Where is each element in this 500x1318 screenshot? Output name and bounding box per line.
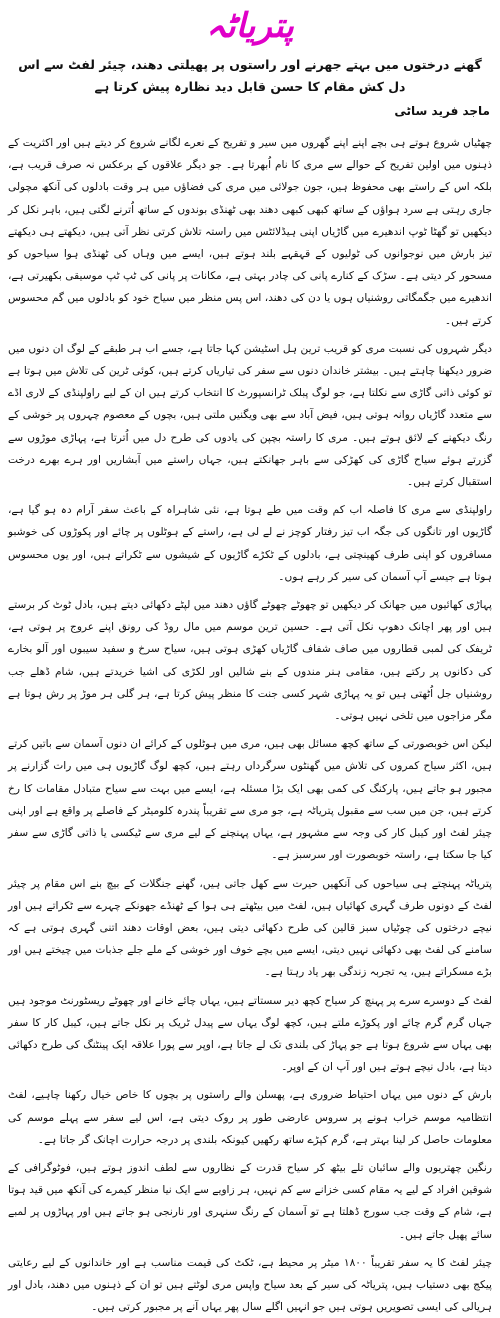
paragraph: لیکن اس خوبصورتی کے ساتھ کچھ مسائل بھی ہیں، مری میں ہوٹلوں کے کرائے ان دنوں آسمان سے باتیں کرتے ہیں، اکثر سیاح کمروں کی تلاش میں گھنٹوں سرگرداں رہتے ہیں، کچھ لوگ گاڑیوں ہی میں رات گزارنے پر مجبور ہو جاتے ہیں، پارکنگ کی کمی بھی ایک بڑا مسئلہ ہے، ایسے میں بہت سے سیاح متبادل مقامات کا رخ کرتے ہیں، جن میں سب سے مقبول پتریاٹہ ہے، جو مری سے تقریباً پندرہ کلومیٹر کے فاصلے پر واقع ہے اور اپنی چیئر لفٹ اور کیبل کار کی وجہ سے مشہور ہے، یہاں پہنچنے کے لیے مری سے ٹیکسی یا ذاتی گاڑی سے سفر کیا جا سکتا ہے، راستہ خوبصورت اور سرسبز ہے۔: [8, 738, 492, 862]
paragraph: دیگر شہروں کی نسبت مری کو قریب ترین ہل اسٹیشن کہا جاتا ہے، جسے اب ہر طبقے کے لوگ ان دنوں میں ضرور دیکھنا چاہتے ہیں۔ بیشتر خاندان دنوں سے سفر کی تیاریاں کرتے ہیں، کوئی ٹرین کی تلاش میں ہوتا ہے تو کوئی ذاتی گاڑی سے نکلتا ہے، جو لوگ پبلک ٹرانسپورٹ کا انتخاب کرتے ہیں ان کے لیے راولپنڈی کے لاری اڈے سے متعدد گاڑیاں روانہ ہوتی ہیں، فیض آباد سے بھی ویگنیں ملتی ہیں، بچوں کے معصوم چہروں پر خوشی کے رنگ دیکھنے کے لائق ہوتے ہیں۔ مری کا راستہ بچپن کی یادوں کی طرح دل میں اُترتا ہے، پہاڑی موڑوں سے گزرتے ہوئے سیاح گاڑی کی کھڑکی سے باہر جھانکتے ہیں، جہاں راستے میں آبشاریں اور ہرے بھرے درخت استقبال کرتے ہیں۔: [8, 342, 492, 489]
paragraph: بارش کے دنوں میں یہاں احتیاط ضروری ہے، پھسلن والے راستوں پر بچوں کا خاص خیال رکھنا چاہیے، لفٹ انتظامیہ موسم خراب ہونے پر سروس عارضی طور پر روک دیتی ہے، اس لیے سفر سے پہلے موسم کی معلومات حاصل کر لینا بہتر ہے، گرم کپڑے ساتھ رکھیں کیونکہ بلندی پر درجہ حرارت اچانک گر جاتا ہے۔: [8, 1089, 492, 1146]
paragraph: چھٹیاں شروع ہوتے ہی بچے اپنے اپنے گھروں میں سیر و تفریح کے نعرے لگانے شروع کر دیتے ہیں اور اکثریت کے ذہنوں میں اولین تفریح کے حوالے سے مری کا نام اُبھرتا ہے۔ جو دیگر علاقوں کے برعکس نہ صرف قریب ہے، بلکہ اس کے راستے بھی محفوظ ہیں، جون جولائی میں مری کی فضاؤں میں ہر وقت بادلوں کی آنکھ مچولی جاری رہتی ہے سرد ہواؤں کے ساتھ کبھی کبھی دھند بھی ٹھنڈی بوندوں کے ساتھ اُترنے لگتی ہیں، باہر نکل کر دیکھیں تو گھٹا ٹوپ اندھیرے میں گاڑیاں اپنی ہیڈلائٹس میں راستہ تلاش کرتی نظر آتی ہیں، دیکھتے ہی دیکھتے تیز بارش میں نوجوانوں کی ٹولیوں کے قہقہے بلند ہوتے ہیں، ایسے میں وہاں کی ٹھنڈی ہوا سیاحوں کو مسحور کر دیتی ہے۔ سڑک کے کنارے پانی کی چادر بہتی ہے، مکانات پر پانی کی ٹپ ٹپ موسیقی بکھیرتی ہے، اندھیرے میں جگمگاتی روشنیاں ہوں یا دن کی دھند، اس پس منظر میں سیاح خود کو بادلوں میں گم محسوس کرتے ہیں۔: [8, 137, 492, 327]
paragraph: پتریاٹہ پہنچتے ہی سیاحوں کی آنکھیں حیرت سے کھل جاتی ہیں، گھنے جنگلات کے بیچ بنے اس مقام پر چیئر لفٹ کے دونوں طرف گہری کھائیاں ہیں، لفٹ میں بیٹھتے ہی ہوا کے ٹھنڈے جھونکے چہرے سے ٹکراتے ہیں اور نیچے درختوں کی چوٹیاں سبز قالین کی طرح دکھائی دیتی ہیں، بعض اوقات دھند اتنی گہری ہوتی ہے کہ سامنے کی لفٹ بھی دکھائی نہیں دیتی، ایسے میں بچے خوف اور خوشی کے ملے جلے جذبات میں چیختے ہیں اور بڑے مسکراتے ہیں، یہ تجربہ زندگی بھر یاد رہتا ہے۔: [8, 877, 492, 979]
paragraph: چیئر لفٹ کا یہ سفر تقریباً ۱۸۰۰ میٹر پر محیط ہے، ٹکٹ کی قیمت مناسب ہے اور خاندانوں کے لیے رعایتی پیکج بھی دستیاب ہیں، پتریاٹہ کی سیر کے بعد سیاح واپس مری لوٹتے ہیں تو ان کے ذہنوں میں دھند، بادل اور ہریالی کی ایسی تصویریں ہوتی ہیں جو انہیں اگلے سال پھر یہاں آنے پر مجبور کرتی ہیں۔: [8, 1256, 492, 1314]
article-intro: گھنے درختوں میں بہتے جھرنے اور راستوں پر پھیلتی دھند، چیئر لفٹ سے اس دل کش مقام کا حسن قابل دید نظارہ پیش کرتا ہے: [18, 57, 482, 94]
paragraph: لفٹ کے دوسرے سرے پر پہنچ کر سیاح کچھ دیر سستاتے ہیں، یہاں چائے خانے اور چھوٹے ریسٹورنٹ موجود ہیں جہاں گرم گرم چائے اور پکوڑے ملتے ہیں، کچھ لوگ یہاں سے پیدل ٹریک پر نکل جاتے ہیں، کیبل کار کا سفر بھی یہاں سے شروع ہوتا ہے جو پہاڑ کی بلندی تک لے جاتا ہے، اوپر سے پورا علاقہ ایک پینٹنگ کی طرح دکھائی دیتا ہے، بادل نیچے ہوتے ہیں اور آپ ان کے اوپر۔: [8, 994, 492, 1074]
paragraph: راولپنڈی سے مری کا فاصلہ اب کم وقت میں طے ہوتا ہے، نئی شاہراہ کے باعث سفر آرام دہ ہو گیا ہے، گاڑیوں اور تانگوں کی جگہ اب تیز رفتار کوچز نے لے لی ہے، راستے کے ہوٹلوں پر چائے اور پکوڑوں کی خوشبو مسافروں کو اپنی طرف کھینچتی ہے، بادلوں کے ٹکڑے گاڑیوں کے شیشوں سے ٹکراتے ہیں، اور یوں محسوس ہوتا ہے جیسے آپ آسمان کی سیر کر رہے ہوں۔: [8, 504, 492, 583]
article-byline: ماجد فرید ساٹی: [394, 104, 490, 118]
paragraph: رنگین چھتریوں والے سائبان تلے بیٹھ کر سیاح قدرت کے نظاروں سے لطف اندوز ہوتے ہیں، فوٹوگرافی کے شوقین افراد کے لیے یہ مقام کسی خزانے سے کم نہیں، ہر زاویے سے ایک نیا منظر کیمرے کی آنکھ میں قید ہوتا ہے، شام کے وقت جب سورج ڈھلتا ہے تو آسمان کے رنگ سنہری اور نارنجی ہو جاتے ہیں اور پہاڑوں پر لمبے سائے پھیل جاتے ہیں۔: [8, 1161, 492, 1241]
paragraph: پہاڑی کھائیوں میں جھانک کر دیکھیں تو چھوٹے چھوٹے گاؤں دھند میں لپٹے دکھائی دیتے ہیں، بادل ٹوٹ کر برستے ہیں اور پھر اچانک دھوپ نکل آتی ہے۔ حسین ترین موسم میں مال روڈ کی رونق اپنے عروج پر ہوتی ہے، ٹریفک کی لمبی قطاروں میں صاف شفاف گاڑیاں کھڑی ہوتی ہیں، سیاح سرخ و سفید سیبوں اور آلو بخارے کی دکانوں پر رکتے ہیں، مقامی ہنر مندوں کے بنے شالیں اور لکڑی کی اشیا خریدتے ہیں، شام ڈھلے جب روشنیاں جل اُٹھتی ہیں تو یہ پہاڑی شہر کسی جنت کا منظر پیش کرتا ہے، ہر گلی ہر موڑ پر رش ہوتا ہے مگر مزاجوں میں تلخی نہیں ہوتی۔: [8, 599, 492, 723]
title-area: [8, 4, 492, 48]
article-body: [8, 132, 492, 1318]
article-title: پتریاٹہ: [206, 6, 294, 46]
